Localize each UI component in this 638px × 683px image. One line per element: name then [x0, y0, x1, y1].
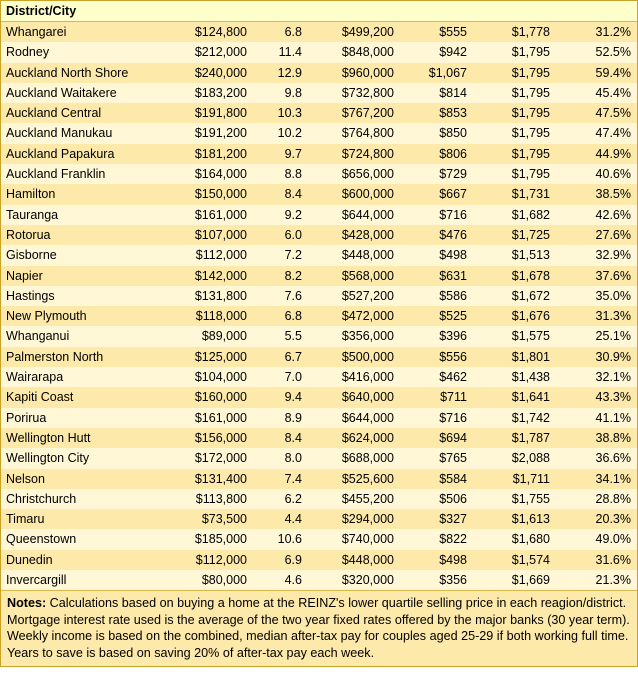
cell-years: 9.7	[253, 144, 308, 164]
cell-price: $525,600	[308, 469, 400, 489]
cell-income: $1,680	[473, 529, 556, 549]
cell-weekly: $850	[400, 123, 473, 143]
cell-price: $624,000	[308, 428, 400, 448]
cell-price: $500,000	[308, 347, 400, 367]
data-table	[1, 1, 637, 590]
cell-pct: 45.4%	[556, 83, 637, 103]
cell-district: Auckland Franklin	[1, 164, 167, 184]
cell-years: 6.7	[253, 347, 308, 367]
table-row	[1, 489, 637, 509]
cell-deposit: $191,200	[167, 123, 253, 143]
cell-deposit: $161,000	[167, 205, 253, 225]
cell-deposit: $112,000	[167, 550, 253, 570]
cell-weekly: $396	[400, 326, 473, 346]
cell-deposit: $142,000	[167, 266, 253, 286]
cell-price: $732,800	[308, 83, 400, 103]
cell-income: $1,613	[473, 509, 556, 529]
cell-deposit: $160,000	[167, 387, 253, 407]
cell-pct: 47.5%	[556, 103, 637, 123]
table-row	[1, 103, 637, 123]
cell-income: $1,731	[473, 184, 556, 204]
table-row	[1, 306, 637, 326]
table-body	[1, 22, 637, 591]
table-row	[1, 529, 637, 549]
cell-price: $320,000	[308, 570, 400, 590]
table-row	[1, 367, 637, 387]
cell-weekly: $716	[400, 205, 473, 225]
table-row	[1, 42, 637, 62]
cell-deposit: $156,000	[167, 428, 253, 448]
cell-district: Auckland Papakura	[1, 144, 167, 164]
column-header-price	[308, 1, 400, 22]
column-header-years	[253, 1, 308, 22]
cell-income: $1,669	[473, 570, 556, 590]
table-row	[1, 266, 637, 286]
cell-weekly: $853	[400, 103, 473, 123]
cell-deposit: $161,000	[167, 408, 253, 428]
cell-years: 8.4	[253, 184, 308, 204]
cell-weekly: $462	[400, 367, 473, 387]
cell-income: $1,795	[473, 123, 556, 143]
cell-price: $640,000	[308, 387, 400, 407]
cell-deposit: $240,000	[167, 63, 253, 83]
cell-years: 5.5	[253, 326, 308, 346]
table-row	[1, 408, 637, 428]
cell-weekly: $506	[400, 489, 473, 509]
cell-weekly: $555	[400, 22, 473, 43]
cell-pct: 41.1%	[556, 408, 637, 428]
cell-deposit: $185,000	[167, 529, 253, 549]
cell-income: $1,575	[473, 326, 556, 346]
cell-years: 9.8	[253, 83, 308, 103]
cell-weekly: $694	[400, 428, 473, 448]
cell-pct: 47.4%	[556, 123, 637, 143]
cell-pct: 28.8%	[556, 489, 637, 509]
cell-price: $568,000	[308, 266, 400, 286]
cell-pct: 36.6%	[556, 448, 637, 468]
cell-years: 10.6	[253, 529, 308, 549]
cell-years: 9.2	[253, 205, 308, 225]
cell-district: Nelson	[1, 469, 167, 489]
cell-district: Wairarapa	[1, 367, 167, 387]
notes-block	[1, 590, 637, 666]
cell-weekly: $942	[400, 42, 473, 62]
cell-income: $1,778	[473, 22, 556, 43]
cell-income: $2,088	[473, 448, 556, 468]
cell-pct: 44.9%	[556, 144, 637, 164]
cell-years: 10.2	[253, 123, 308, 143]
cell-deposit: $125,000	[167, 347, 253, 367]
cell-pct: 42.6%	[556, 205, 637, 225]
cell-deposit: $118,000	[167, 306, 253, 326]
cell-pct: 38.8%	[556, 428, 637, 448]
cell-price: $428,000	[308, 225, 400, 245]
cell-deposit: $124,800	[167, 22, 253, 43]
cell-years: 11.4	[253, 42, 308, 62]
cell-district: Queenstown	[1, 529, 167, 549]
table-row	[1, 448, 637, 468]
cell-pct: 43.3%	[556, 387, 637, 407]
cell-pct: 27.6%	[556, 225, 637, 245]
cell-income: $1,678	[473, 266, 556, 286]
table-row	[1, 205, 637, 225]
cell-deposit: $107,000	[167, 225, 253, 245]
cell-district: Auckland Central	[1, 103, 167, 123]
cell-income: $1,795	[473, 63, 556, 83]
table-row	[1, 550, 637, 570]
cell-price: $644,000	[308, 408, 400, 428]
table-header-row	[1, 1, 637, 22]
cell-years: 6.9	[253, 550, 308, 570]
column-header-district: District/City	[1, 1, 167, 22]
cell-pct: 52.5%	[556, 42, 637, 62]
column-header-income	[473, 1, 556, 22]
cell-pct: 32.9%	[556, 245, 637, 265]
cell-years: 7.6	[253, 286, 308, 306]
cell-district: Whangarei	[1, 22, 167, 43]
cell-deposit: $113,800	[167, 489, 253, 509]
table-row	[1, 570, 637, 590]
cell-district: Dunedin	[1, 550, 167, 570]
cell-district: Auckland North Shore	[1, 63, 167, 83]
cell-district: Wellington Hutt	[1, 428, 167, 448]
cell-price: $656,000	[308, 164, 400, 184]
cell-weekly: $765	[400, 448, 473, 468]
notes-text: Calculations based on buying a home at the REINZ's lower quartile selling price in each reagion/district. Mortgage interest rate used is the average of the two year fixed rates offered by the major banks (30 year term). Weekly income is based on the combined, median after-tax pay for couples aged 25-29 if both working full time. Years to save is based on saving 20% of after-tax pay each week.	[7, 596, 630, 660]
cell-income: $1,755	[473, 489, 556, 509]
cell-deposit: $183,200	[167, 83, 253, 103]
cell-price: $848,000	[308, 42, 400, 62]
cell-years: 6.0	[253, 225, 308, 245]
cell-income: $1,641	[473, 387, 556, 407]
cell-weekly: $806	[400, 144, 473, 164]
table-row	[1, 509, 637, 529]
cell-pct: 37.6%	[556, 266, 637, 286]
cell-income: $1,682	[473, 205, 556, 225]
column-header-deposit	[167, 1, 253, 22]
cell-district: Invercargill	[1, 570, 167, 590]
cell-weekly: $729	[400, 164, 473, 184]
cell-district: Palmerston North	[1, 347, 167, 367]
cell-pct: 59.4%	[556, 63, 637, 83]
table-row	[1, 469, 637, 489]
cell-weekly: $356	[400, 570, 473, 590]
cell-pct: 31.2%	[556, 22, 637, 43]
cell-deposit: $131,400	[167, 469, 253, 489]
cell-years: 8.4	[253, 428, 308, 448]
cell-district: Auckland Manukau	[1, 123, 167, 143]
cell-price: $767,200	[308, 103, 400, 123]
cell-weekly: $525	[400, 306, 473, 326]
cell-income: $1,795	[473, 42, 556, 62]
cell-years: 7.0	[253, 367, 308, 387]
cell-deposit: $80,000	[167, 570, 253, 590]
cell-weekly: $1,067	[400, 63, 473, 83]
cell-weekly: $327	[400, 509, 473, 529]
cell-income: $1,801	[473, 347, 556, 367]
table-row	[1, 326, 637, 346]
cell-price: $688,000	[308, 448, 400, 468]
cell-years: 7.4	[253, 469, 308, 489]
cell-district: Rodney	[1, 42, 167, 62]
cell-price: $764,800	[308, 123, 400, 143]
cell-pct: 38.5%	[556, 184, 637, 204]
cell-pct: 49.0%	[556, 529, 637, 549]
cell-income: $1,795	[473, 164, 556, 184]
cell-weekly: $716	[400, 408, 473, 428]
cell-weekly: $814	[400, 83, 473, 103]
cell-weekly: $586	[400, 286, 473, 306]
cell-district: New Plymouth	[1, 306, 167, 326]
cell-weekly: $556	[400, 347, 473, 367]
cell-weekly: $476	[400, 225, 473, 245]
cell-district: Auckland Waitakere	[1, 83, 167, 103]
cell-district: Tauranga	[1, 205, 167, 225]
cell-deposit: $89,000	[167, 326, 253, 346]
cell-years: 7.2	[253, 245, 308, 265]
cell-price: $724,800	[308, 144, 400, 164]
cell-years: 9.4	[253, 387, 308, 407]
cell-years: 6.8	[253, 306, 308, 326]
cell-pct: 31.6%	[556, 550, 637, 570]
cell-price: $448,000	[308, 550, 400, 570]
cell-deposit: $212,000	[167, 42, 253, 62]
cell-years: 12.9	[253, 63, 308, 83]
cell-deposit: $112,000	[167, 245, 253, 265]
cell-price: $499,200	[308, 22, 400, 43]
notes-label: Notes:	[7, 596, 47, 611]
cell-income: $1,795	[473, 83, 556, 103]
cell-district: Wellington City	[1, 448, 167, 468]
cell-income: $1,711	[473, 469, 556, 489]
cell-pct: 40.6%	[556, 164, 637, 184]
cell-deposit: $181,200	[167, 144, 253, 164]
cell-years: 8.9	[253, 408, 308, 428]
table-row	[1, 63, 637, 83]
cell-district: Christchurch	[1, 489, 167, 509]
cell-pct: 32.1%	[556, 367, 637, 387]
cell-deposit: $104,000	[167, 367, 253, 387]
cell-income: $1,672	[473, 286, 556, 306]
cell-pct: 25.1%	[556, 326, 637, 346]
cell-pct: 35.0%	[556, 286, 637, 306]
cell-deposit: $172,000	[167, 448, 253, 468]
cell-district: Gisborne	[1, 245, 167, 265]
table-row	[1, 245, 637, 265]
cell-district: Hamilton	[1, 184, 167, 204]
cell-years: 8.0	[253, 448, 308, 468]
cell-weekly: $711	[400, 387, 473, 407]
cell-district: Whanganui	[1, 326, 167, 346]
cell-district: Timaru	[1, 509, 167, 529]
cell-income: $1,513	[473, 245, 556, 265]
cell-income: $1,795	[473, 144, 556, 164]
cell-income: $1,742	[473, 408, 556, 428]
cell-years: 8.8	[253, 164, 308, 184]
table-row	[1, 83, 637, 103]
cell-price: $416,000	[308, 367, 400, 387]
column-header-weekly	[400, 1, 473, 22]
cell-deposit: $164,000	[167, 164, 253, 184]
cell-income: $1,795	[473, 103, 556, 123]
cell-price: $455,200	[308, 489, 400, 509]
cell-deposit: $73,500	[167, 509, 253, 529]
table-row	[1, 144, 637, 164]
cell-price: $960,000	[308, 63, 400, 83]
cell-price: $356,000	[308, 326, 400, 346]
cell-price: $527,200	[308, 286, 400, 306]
cell-years: 6.8	[253, 22, 308, 43]
cell-price: $448,000	[308, 245, 400, 265]
cell-price: $600,000	[308, 184, 400, 204]
cell-district: Porirua	[1, 408, 167, 428]
cell-weekly: $667	[400, 184, 473, 204]
cell-price: $644,000	[308, 205, 400, 225]
cell-pct: 20.3%	[556, 509, 637, 529]
cell-pct: 31.3%	[556, 306, 637, 326]
cell-years: 4.4	[253, 509, 308, 529]
cell-deposit: $131,800	[167, 286, 253, 306]
cell-years: 8.2	[253, 266, 308, 286]
cell-price: $472,000	[308, 306, 400, 326]
cell-income: $1,574	[473, 550, 556, 570]
table-row	[1, 387, 637, 407]
table-row	[1, 347, 637, 367]
cell-pct: 21.3%	[556, 570, 637, 590]
table-row	[1, 184, 637, 204]
column-header-pct	[556, 1, 637, 22]
cell-weekly: $822	[400, 529, 473, 549]
table-row	[1, 123, 637, 143]
cell-price: $740,000	[308, 529, 400, 549]
table-row	[1, 225, 637, 245]
cell-weekly: $498	[400, 245, 473, 265]
cell-income: $1,676	[473, 306, 556, 326]
cell-pct: 30.9%	[556, 347, 637, 367]
cell-district: Rotorua	[1, 225, 167, 245]
cell-income: $1,438	[473, 367, 556, 387]
cell-income: $1,725	[473, 225, 556, 245]
cell-weekly: $631	[400, 266, 473, 286]
table-row	[1, 22, 637, 43]
cell-weekly: $498	[400, 550, 473, 570]
cell-district: Kapiti Coast	[1, 387, 167, 407]
cell-district: Hastings	[1, 286, 167, 306]
table-row	[1, 286, 637, 306]
cell-years: 6.2	[253, 489, 308, 509]
cell-deposit: $150,000	[167, 184, 253, 204]
cell-price: $294,000	[308, 509, 400, 529]
cell-income: $1,787	[473, 428, 556, 448]
cell-weekly: $584	[400, 469, 473, 489]
cell-deposit: $191,800	[167, 103, 253, 123]
cell-pct: 34.1%	[556, 469, 637, 489]
cell-years: 10.3	[253, 103, 308, 123]
cell-years: 4.6	[253, 570, 308, 590]
table-row	[1, 164, 637, 184]
table-row	[1, 428, 637, 448]
cell-district: Napier	[1, 266, 167, 286]
